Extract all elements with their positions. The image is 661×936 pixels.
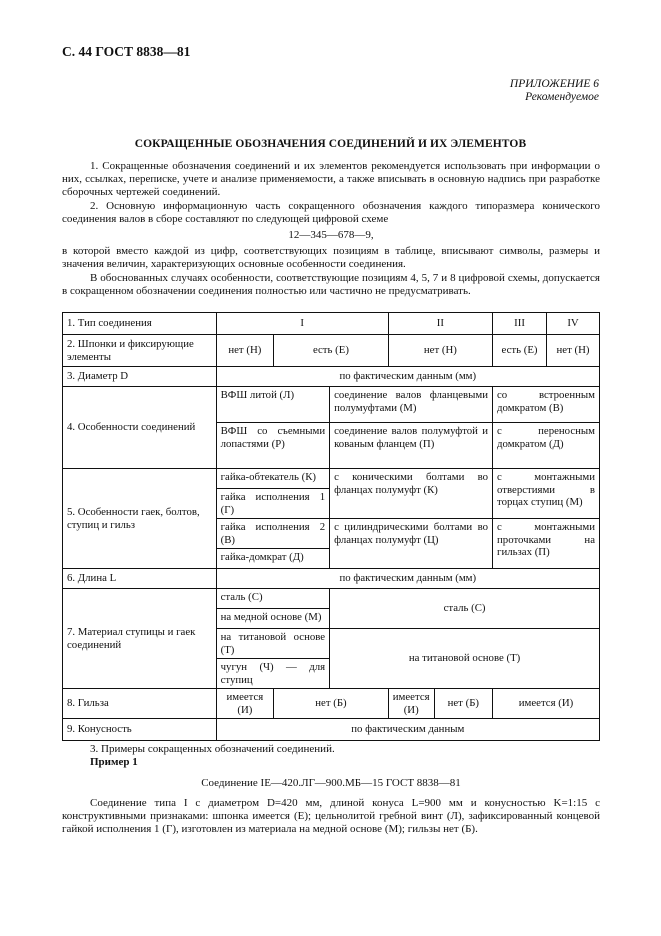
table-row: [63, 367, 600, 387]
example-description: Соединение типа I с диаметром D=420 мм, длиной конуса L=900 мм и конусностью K=1:15 с конструктивными признаками: шпонка имеется (Е); цельнолитой гребной винт (Л), зафиксированный концевой гайкой исполнения 1 (Г), изготовлен из материала на медной основе (М); гильзы нет (Б).: [62, 796, 600, 836]
table-cell: с переносным домкратом (Д): [493, 423, 600, 469]
table-cell: по фактическим данным: [216, 719, 599, 741]
paragraph-2: 2. Основную информационную часть сокращенного обозначения каждого типоразмера конического соединения валов в сборе составляют по следующей цифровой схеме: [62, 199, 600, 225]
document-title: СОКРАЩЕННЫЕ ОБОЗНАЧЕНИЯ СОЕДИНЕНИЙ И ИХ ЭЛЕМЕНТОВ: [134, 138, 527, 150]
table-cell: имеется (И): [493, 689, 600, 719]
table-cell: чугун (Ч) — для ступиц: [216, 659, 330, 689]
appendix-title: ПРИЛОЖЕНИЕ 6: [509, 78, 599, 90]
paragraph-1: 1. Сокращенные обозначения соединений и их элементов рекомендуется использовать при информации о них, ссылках, переписке, учете и анализе применяемости, а также вписывать в основную надпись при разработке сборочных чертежей соединений.: [62, 160, 600, 199]
table-row: [63, 469, 600, 489]
table-cell: нет (Б): [274, 689, 389, 719]
row-label: 3. Диаметр D: [63, 367, 217, 387]
paragraph-4: В обоснованных случаях особенности, соответствующие позициям 4, 5, 7 и 8 цифровой схемы, допускается в сокращенном обозначении соединения полностью или частично не предусматривать.: [62, 271, 600, 297]
table-cell: гайка-обтекатель (К): [216, 469, 330, 489]
table-cell: с цилиндрическими болтами во фланцах полумуфт (Ц): [330, 519, 493, 569]
table-cell: ВФШ со съемными лопастями (Р): [216, 423, 330, 469]
table-cell: нет (Н): [388, 335, 492, 367]
example-title: Пример 1: [90, 756, 138, 769]
table-cell: гайка исполнения 2 (В): [216, 519, 330, 549]
row-label: 6. Длина L: [63, 569, 217, 589]
row-label: 1. Тип соединения: [63, 313, 217, 335]
type-4-cell: IV: [547, 313, 600, 335]
table-cell: гайка исполнения 1 (Г): [216, 489, 330, 519]
table-cell: соединение валов фланцевыми полумуфтами (М): [330, 387, 493, 423]
row-label: 8. Гильза: [63, 689, 217, 719]
appendix-subtitle: Рекомендуемое: [525, 91, 599, 103]
table-cell: гайка-домкрат (Д): [216, 549, 330, 569]
table-cell: на титановой основе (Т): [216, 629, 330, 659]
table-row: [63, 589, 600, 609]
table-cell: есть (Е): [493, 335, 547, 367]
table-cell: соединение валов полумуфтой и кованым фланцем (П): [330, 423, 493, 469]
table-cell: с монтажными проточками на гильзах (П): [493, 519, 600, 569]
table-cell: нет (Н): [547, 335, 600, 367]
type-3-cell: III: [493, 313, 547, 335]
table-cell: нет (Б): [434, 689, 492, 719]
table-cell: по фактическим данным (мм): [216, 569, 599, 589]
section-3-heading: 3. Примеры сокращенных обозначений соединений.: [90, 743, 335, 755]
examples-section: [62, 743, 600, 836]
intro-text: [62, 160, 600, 298]
row-label: 7. Материал ступицы и гаек соединений: [63, 589, 217, 689]
row-label: 2. Шпонки и фиксирующие элементы: [63, 335, 217, 367]
digit-scheme: 12—345—678—9,: [288, 229, 374, 242]
table-cell: сталь (С): [216, 589, 330, 609]
table-cell: есть (Е): [274, 335, 389, 367]
table-cell: сталь (С): [330, 589, 600, 629]
table-row: [63, 719, 600, 741]
table-row: [63, 313, 600, 335]
table-cell: по фактическим данным (мм): [216, 367, 599, 387]
page-header: С. 44 ГОСТ 8838—81: [62, 44, 191, 59]
table-cell: на титановой основе (Т): [330, 629, 600, 689]
table-cell: со встроенным домкратом (В): [493, 387, 600, 423]
table-cell: нет (Н): [216, 335, 274, 367]
designation-table: [62, 312, 600, 741]
table-cell: ВФШ литой (Л): [216, 387, 330, 423]
table-cell: на медной основе (М): [216, 609, 330, 629]
row-label: 4. Особенности соединений: [63, 387, 217, 469]
row-label: 5. Особенности гаек, болтов, ступиц и гильз: [63, 469, 217, 569]
table-cell: с монтажными отверстиями в торцах ступиц (М): [493, 469, 600, 519]
paragraph-3: в которой вместо каждой из цифр, соответствующих позициям в таблице, вписывают символы, размеры и значения величин, характеризующих основные особенности соединения.: [62, 245, 600, 271]
table-cell: с коническими болтами во фланцах полумуфт (К): [330, 469, 493, 519]
table-row: [63, 335, 600, 367]
example-code: Соединение IE—420.ЛГ—900.МБ—15 ГОСТ 8838—81: [201, 777, 461, 790]
type-2-cell: II: [388, 313, 492, 335]
type-1-cell: I: [216, 313, 388, 335]
table-row: [63, 387, 600, 423]
appendix-label: [510, 78, 599, 104]
row-label: 9. Конусность: [63, 719, 217, 741]
table-cell: имеется (И): [388, 689, 434, 719]
table-row: [63, 689, 600, 719]
table-row: [63, 569, 600, 589]
table-cell: имеется (И): [216, 689, 274, 719]
